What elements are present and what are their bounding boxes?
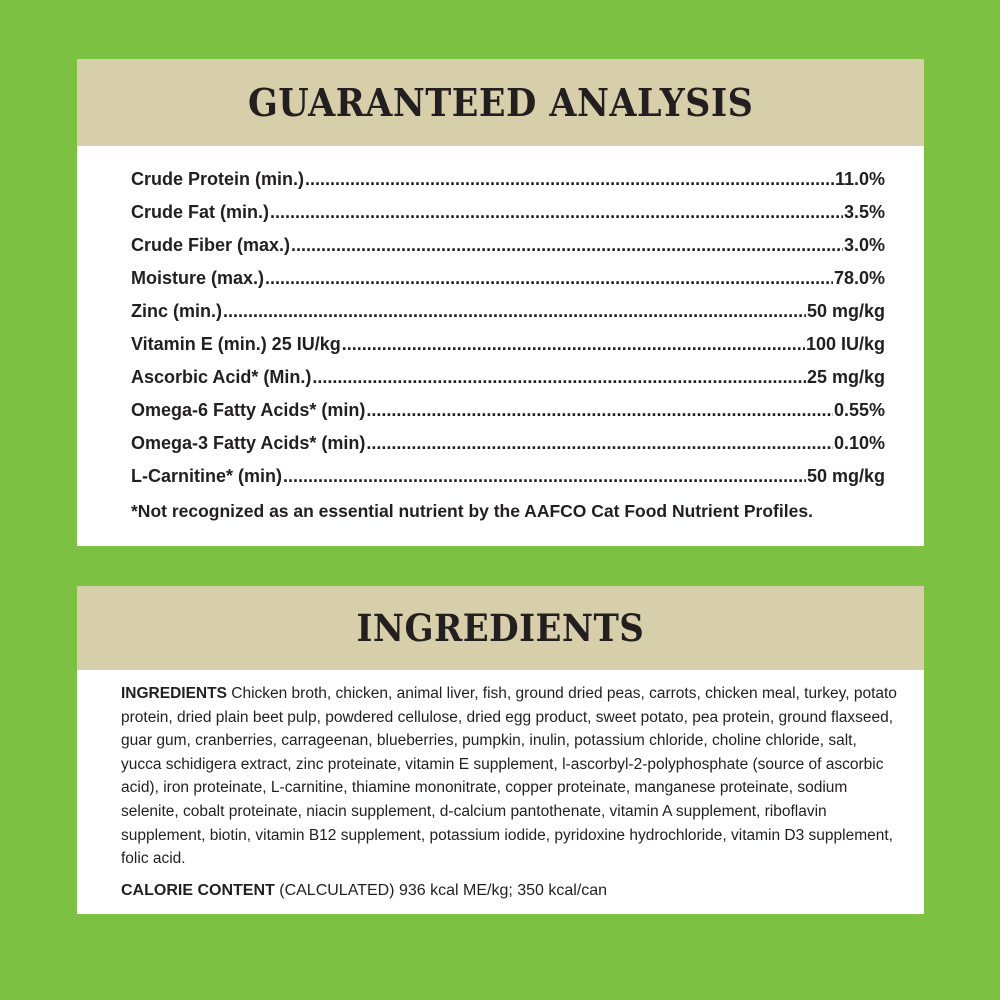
- dot-leader: [305, 169, 834, 190]
- dot-leader: [312, 367, 806, 388]
- ingredients-paragraph: [121, 682, 901, 871]
- calorie-content: [121, 879, 901, 903]
- nutrient-value: 25 mg/kg: [806, 367, 885, 387]
- nutrient-value: 0.55%: [833, 400, 885, 420]
- nutrient-row-crude-fat: [131, 202, 885, 235]
- calorie-content-text: (CALCULATED) 936 kcal ME/kg; 350 kcal/can: [279, 881, 608, 899]
- dot-leader: [283, 466, 806, 487]
- dot-leader: [223, 301, 806, 322]
- nutrient-value: 50 mg/kg: [806, 301, 885, 321]
- ingredients-header: [77, 586, 924, 670]
- ingredients-panel: [77, 586, 924, 914]
- nutrient-value: 100 IU/kg: [805, 334, 885, 354]
- dot-leader: [366, 433, 833, 454]
- ingredients-title: INGREDIENTS: [356, 606, 645, 650]
- guaranteed-analysis-header: [77, 59, 924, 146]
- dot-leader: [291, 235, 843, 256]
- ingredients-body: [121, 682, 901, 902]
- dot-leader: [270, 202, 843, 223]
- nutrient-value: 11.0%: [834, 169, 885, 189]
- ingredients-lead: INGREDIENTS: [121, 685, 227, 702]
- nutrient-value: 3.5%: [843, 202, 885, 222]
- nutrient-row-zinc: [131, 301, 885, 334]
- aafco-footnote: *Not recognized as an essential nutrient by the AAFCO Cat Food Nutrient Profiles.: [131, 501, 813, 521]
- calorie-content-lead: CALORIE CONTENT: [121, 881, 275, 899]
- nutrient-label: Crude Protein (min.): [131, 169, 305, 189]
- nutrient-label: Omega-6 Fatty Acids* (min): [131, 400, 366, 420]
- ingredients-text: Chicken broth, chicken, animal liver, fish, ground dried peas, carrots, chicken meal, turkey, potato protein, dried plain beet pulp, powdered cellulose, dried egg product, sweet potato, pea protein, ground flaxseed, guar gum, cranberries, carrageenan, blueberries, pumpkin, inulin, potassium chloride, choline chloride, salt, yucca schidigera extract, zinc proteinate, vitamin E supplement, l-ascorbyl-2-polyphosphate (source of ascorbic acid), iron proteinate, L-carnitine, thiamine mononitrate, copper proteinate, manganese proteinate, sodium selenite, cobalt proteinate, niacin supplement, d-calcium pantothenate, vitamin A supplement, riboflavin supplement, biotin, vitamin B12 supplement, potassium iodide, pyridoxine hydrochloride, vitamin D3 supplement, folic acid.: [121, 685, 897, 868]
- dot-leader: [366, 400, 833, 421]
- nutrient-row-omega-3: [131, 433, 885, 466]
- dot-leader: [265, 268, 833, 289]
- nutrient-value: 50 mg/kg: [806, 466, 885, 486]
- nutrient-label: Omega-3 Fatty Acids* (min): [131, 433, 366, 453]
- nutrient-row-ascorbic-acid: [131, 367, 885, 400]
- nutrient-value: 78.0%: [833, 268, 885, 288]
- nutrient-row-omega-6: [131, 400, 885, 433]
- nutrient-row-crude-fiber: [131, 235, 885, 268]
- nutrient-value: 3.0%: [843, 235, 885, 255]
- nutrient-label: Crude Fat (min.): [131, 202, 269, 222]
- guaranteed-analysis-title: GUARANTEED ANALYSIS: [247, 80, 754, 125]
- nutrient-row-moisture: [131, 268, 885, 301]
- nutrient-list: [131, 169, 885, 522]
- guaranteed-analysis-panel: [77, 59, 924, 546]
- nutrient-row-crude-protein: [131, 169, 885, 202]
- nutrient-row-vitamin-e: [131, 334, 885, 367]
- nutrient-label: Moisture (max.): [131, 268, 265, 288]
- nutrient-label: Vitamin E (min.) 25 IU/kg: [131, 334, 341, 354]
- nutrient-label: Crude Fiber (max.): [131, 235, 291, 255]
- nutrient-value: 0.10%: [833, 433, 885, 453]
- nutrient-label: Ascorbic Acid* (Min.): [131, 367, 312, 387]
- nutrient-label: Zinc (min.): [131, 301, 222, 321]
- nutrient-row-l-carnitine: [131, 466, 885, 499]
- dot-leader: [342, 334, 805, 355]
- nutrient-label: L-Carnitine* (min): [131, 466, 282, 486]
